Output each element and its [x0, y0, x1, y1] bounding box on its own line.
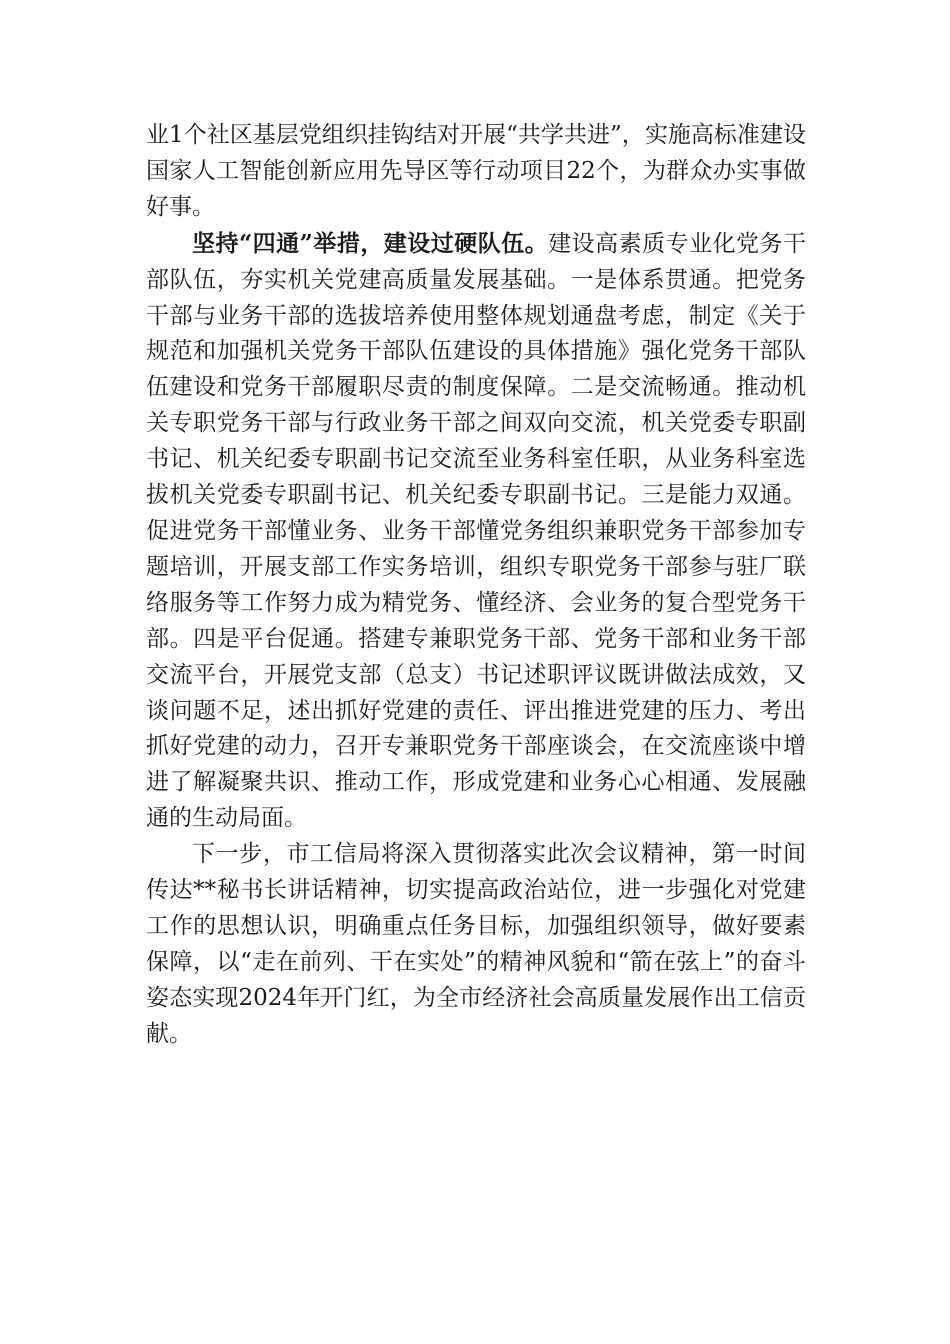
- paragraph-continuation: [146, 118, 806, 226]
- paragraph-text: 建设高素质专业化党务干部队伍，夯实机关党建高质量发展基础。一是体系贯通。把党务干部与业务干部的选拔培养使用整体规划通盘考虑，制定《关于规范和加强机关党务干部队伍建设的具体措施》强化党务干部队伍建设和党务干部履职尽责的制度保障。二是交流畅通。推动机关专职党务干部与行政业务干部之间双向交流，机关党委专职副书记、机关纪委专职副书记交流至业务科室任职，从业务科室选拔机关党委专职副书记、机关纪委专职副书记。三是能力双通。促进党务干部懂业务、业务干部懂党务组织兼职党务干部参加专题培训，开展支部工作实务培训，组织专职党务干部参与驻厂联络服务等工作努力成为精党务、懂经济、会业务的复合型党务干部。四是平台促通。搭建专兼职党务干部、党务干部和业务干部交流平台，开展党支部（总支）书记述职评议既讲做法成效，又谈问题不足，述出抓好党建的责任、评出推进党建的压力、考出抓好党建的动力，召开专兼职党务干部座谈会，在交流座谈中增进了解凝聚共识、推动工作，形成党建和业务心心相通、发展融通的生动局面。: [146, 230, 806, 832]
- paragraph-heading: 坚持“四通”举措，建设过硬队伍。: [192, 229, 549, 257]
- paragraph-next-steps: [146, 837, 806, 1052]
- paragraph-text: 业1个社区基层党组织挂钩结对开展“共学共进”，实施高标准建设国家人工智能创新应用先导区等行动项目22个，为群众办实事做好事。: [146, 122, 806, 220]
- paragraph-four-connections: [146, 226, 806, 837]
- paragraph-text: 下一步，市工信局将深入贯彻落实此次会议精神，第一时间传达**秘书长讲话精神，切实提高政治站位，进一步强化对党建工作的思想认识，明确重点任务目标，加强组织领导，做好要素保障，以“走在前列、干在实处”的精神风貌和“箭在弦上”的奋斗姿态实现2024年开门红，为全市经济社会高质量发展作出工信贡献。: [146, 841, 806, 1047]
- document-body: [146, 118, 806, 1053]
